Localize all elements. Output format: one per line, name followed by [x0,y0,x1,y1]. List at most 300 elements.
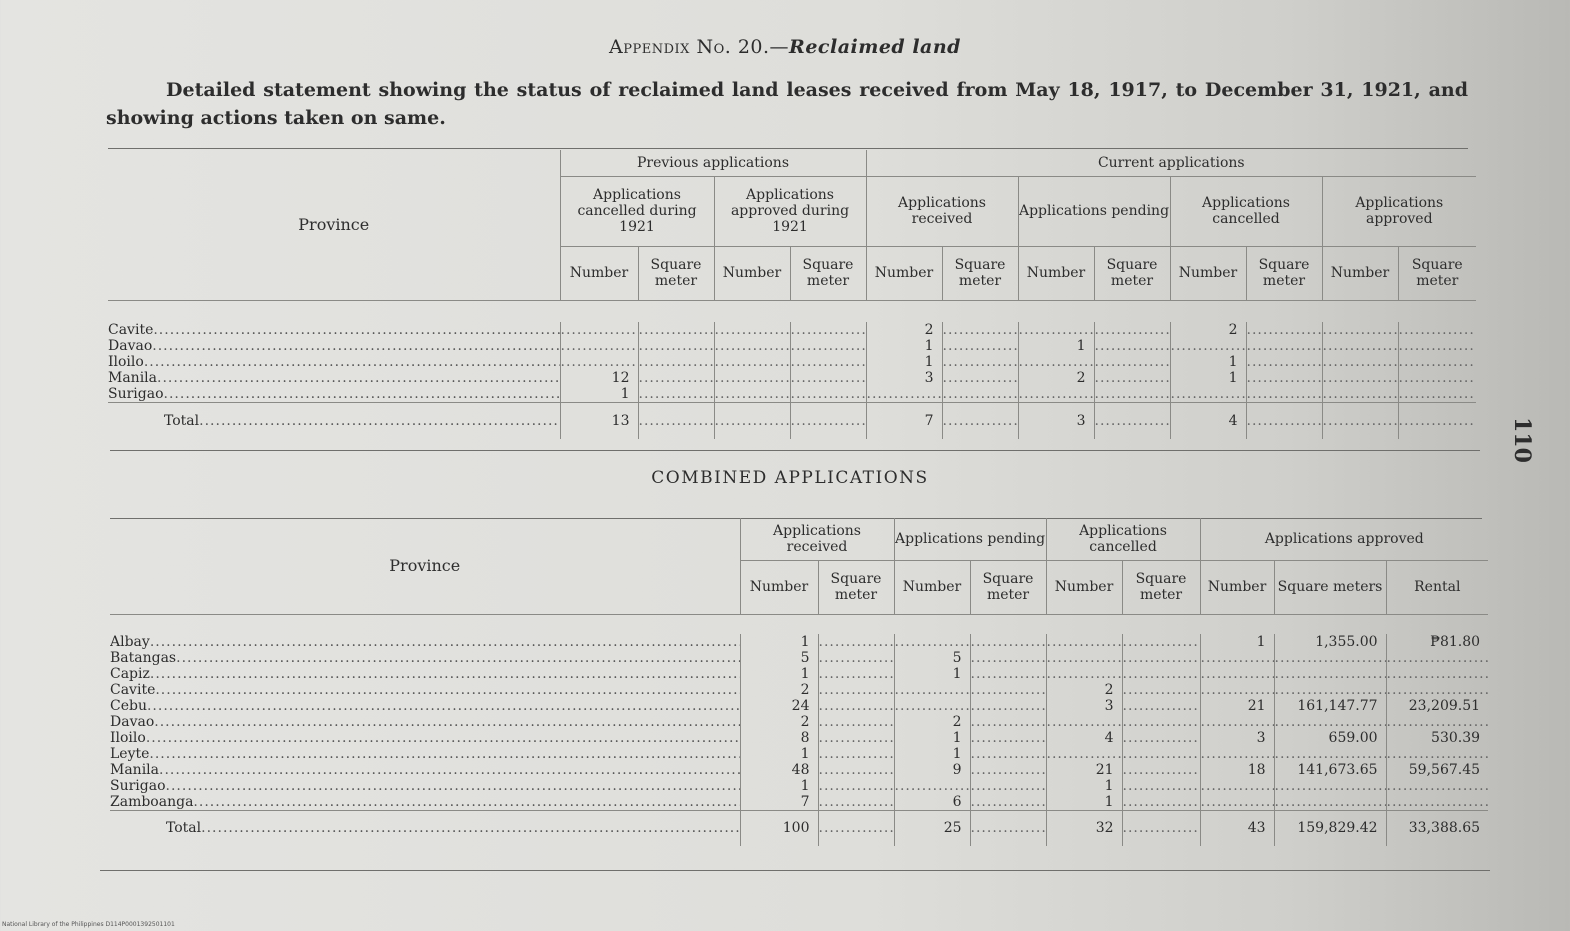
table-cell [1274,634,1386,650]
leader-dots [153,322,560,338]
table-cell [1046,682,1122,698]
table-cell [1200,634,1274,650]
table-cell [1398,322,1476,338]
table-cell [1398,338,1476,354]
table-cell [1386,634,1488,650]
total-cell [1322,403,1398,439]
table2-col-square-meter: Square meter [970,560,1046,614]
leader-dots [149,746,740,762]
row-province-name [108,370,560,386]
table-cell [1200,714,1274,730]
table-cell [1046,666,1122,682]
table-row [110,746,1488,762]
total-cell [1122,811,1200,846]
table-cell [1094,354,1170,370]
table-cell [970,730,1046,746]
total-cell [970,811,1046,846]
table-row [110,666,1488,682]
cell-value: 1 [1076,338,1086,354]
cell-value: 3 [1104,698,1114,714]
total-cell [866,403,942,439]
table-row [110,682,1488,698]
leader-dots [155,682,740,698]
table-cell [1386,650,1488,666]
table-cell [942,338,1018,354]
leader-dots [199,413,560,429]
row-province-name [110,762,740,778]
table-cell [970,778,1046,794]
table-cell [1274,682,1386,698]
table1-sub-header: Applications cancelled during 1921 [560,176,714,246]
table-cell [1322,370,1398,386]
table-cell [1274,730,1386,746]
table-cell [1274,746,1386,762]
table-cell [790,322,866,338]
province-label: Cavite [110,682,156,698]
table-cell [894,698,970,714]
cell-value: 1 [924,338,934,354]
table1-sub-header: Applications cancelled [1170,176,1322,246]
cell-value: 1 [1228,370,1238,386]
intro-paragraph: Detailed statement showing the status of reclaimed land leases received from May 18, 1917, to December 31, 1921, and showing actions taken on same. [106,79,1468,129]
cell-value: 48 [791,762,810,778]
table-combined-applications [110,518,1488,846]
table-cell [866,338,942,354]
table-cell [740,794,818,811]
spacer-row [108,300,1476,322]
table-cell [1094,338,1170,354]
cell-value: 1 [620,386,630,402]
table-cell [740,666,818,682]
table-cell [1046,650,1122,666]
cell-value: 21 [1095,762,1114,778]
leader-dots [164,386,560,402]
cell-value: 2 [952,714,962,730]
total-cell [1274,811,1386,846]
table-cell [894,714,970,730]
table-cell [1170,322,1246,338]
table-cell [1386,794,1488,811]
province-label: Davao [108,338,153,354]
table-cell [1170,338,1246,354]
table-cell [818,714,894,730]
total-label: Total [164,412,200,429]
table-row [110,634,1488,650]
leader-dots [166,778,740,794]
table1-col-square-meter: Square meter [1398,246,1476,300]
spacer-row [110,614,1488,634]
table-cell [638,386,714,403]
total-row [110,811,1488,846]
appendix-title-subject: Reclaimed land [789,36,961,58]
table-cell [1094,386,1170,403]
table-cell [638,370,714,386]
table-cell [970,682,1046,698]
row-province-name [110,634,740,650]
table1-col-square-meter: Square meter [638,246,714,300]
table-cell [1122,634,1200,650]
table1-sub-header: Applications approved [1322,176,1476,246]
table-cell [1122,682,1200,698]
table-cell [894,666,970,682]
table-cell [790,370,866,386]
leader-dots [159,762,740,778]
total-cell [942,403,1018,439]
cell-value: 7 [800,794,810,810]
table-cell [714,370,790,386]
table-row [110,794,1488,811]
table-cell [1386,762,1488,778]
total-cell [740,811,818,846]
total-cell [894,811,970,846]
province-label: Davao [110,714,155,730]
row-province-name [108,322,560,338]
cell-value: 1 [1104,778,1114,794]
total-cell [1200,811,1274,846]
table-cell [970,762,1046,778]
table2-col-number: Number [1200,560,1274,614]
table2-col-square-meters: Square meters [1274,560,1386,614]
table-cell [1322,322,1398,338]
table-cell [790,338,866,354]
table-cell [818,666,894,682]
leader-dots [147,698,740,714]
total-value: 25 [943,820,962,837]
table-cell [1122,762,1200,778]
table-cell [1386,698,1488,714]
spacer-cell [108,300,1476,322]
table-cell [714,338,790,354]
cell-value: 141,673.65 [1297,762,1378,778]
cell-value: 2 [800,682,810,698]
row-province-name [110,682,740,698]
cell-value: 1 [952,730,962,746]
table-cell [1246,354,1322,370]
table-cell [942,370,1018,386]
table-cell [1200,682,1274,698]
cell-value: 12 [611,370,630,386]
table-reclaimed-land-leases [108,150,1476,439]
table-row [110,730,1488,746]
table1-col-square-meter: Square meter [790,246,866,300]
table-cell [1274,762,1386,778]
total-cell [1094,403,1170,439]
table-cell [1322,386,1398,403]
province-label: Cavite [108,322,154,338]
row-province-name [110,794,740,811]
row-province-name [110,650,740,666]
table-cell [1122,650,1200,666]
table-cell [714,354,790,370]
table-cell [1398,370,1476,386]
total-cell [1018,403,1094,439]
table2-col-number: Number [740,560,818,614]
table-cell [740,682,818,698]
table-cell [560,322,638,338]
table-cell [1046,794,1122,811]
table-row [108,386,1476,403]
table-cell [1018,354,1094,370]
table-cell [1018,386,1094,403]
cell-value: 24 [791,698,810,714]
table-cell [818,762,894,778]
total-label-cell [108,403,560,439]
row-province-name [110,666,740,682]
table1-col-number: Number [714,246,790,300]
row-province-name [110,778,740,794]
row-province-name [110,746,740,762]
table-cell [1122,730,1200,746]
table-row [108,354,1476,370]
table-cell [894,762,970,778]
table1-col-square-meter: Square meter [942,246,1018,300]
table-cell [740,762,818,778]
table-cell [942,322,1018,338]
table-cell [866,386,942,403]
table-cell [560,354,638,370]
table2-sub-header: Applications received [740,518,894,560]
table-cell [740,634,818,650]
table-cell [970,634,1046,650]
cell-value: 3 [924,370,934,386]
table-cell [740,714,818,730]
table-cell [894,682,970,698]
table2-sub-header: Applications pending [894,518,1046,560]
table-cell [638,322,714,338]
cell-value: 1 [800,778,810,794]
province-label: Manila [108,370,157,386]
table-cell [1094,370,1170,386]
province-label: Zamboanga [110,794,194,810]
table-cell [1246,386,1322,403]
row-province-name [108,386,560,403]
table-cell [894,794,970,811]
province-label: Surigao [110,778,166,794]
table-cell [1200,730,1274,746]
table-cell [1274,650,1386,666]
table-cell [970,746,1046,762]
table-cell [942,386,1018,403]
cell-value: 5 [800,650,810,666]
table-cell [1200,666,1274,682]
table1-sub-header: Applications received [866,176,1018,246]
total-value: 13 [611,412,630,429]
table-cell [740,698,818,714]
table-cell [818,746,894,762]
cell-value: 1 [800,666,810,682]
table2-col-square-meter: Square meter [818,560,894,614]
table-cell [1386,746,1488,762]
total-value: 7 [924,412,934,429]
table-cell [560,386,638,403]
leader-dots [157,370,560,386]
table-cell [1200,698,1274,714]
cell-value: 1 [1228,354,1238,370]
table-cell [1386,666,1488,682]
table-cell [1386,682,1488,698]
cell-value: 8 [800,730,810,746]
table-cell [1122,778,1200,794]
province-label: Albay [110,634,150,650]
table-cell [970,698,1046,714]
table-cell [1018,338,1094,354]
table-cell [1398,386,1476,403]
table-cell [1322,338,1398,354]
table1-col-number: Number [1322,246,1398,300]
table-cell [790,354,866,370]
table-cell [1046,730,1122,746]
leader-dots [144,354,560,370]
row-province-name [108,338,560,354]
table-cell [818,634,894,650]
appendix-title-prefix: Appendix No. 20.— [609,36,790,58]
table1-col-number: Number [866,246,942,300]
total-cell [1398,403,1476,439]
table-cell [1018,322,1094,338]
table-cell [1274,714,1386,730]
total-value: 159,829.42 [1297,820,1378,837]
total-cell [638,403,714,439]
total-cell [1246,403,1322,439]
table-cell [1046,746,1122,762]
table1-col-square-meter: Square meter [1094,246,1170,300]
top-rule-1 [108,148,1468,149]
total-label: Total [166,820,202,837]
cell-value: 59,567.45 [1408,762,1481,778]
table-cell [1046,778,1122,794]
total-cell [714,403,790,439]
cell-value: 1 [924,354,934,370]
table1-bottom-rule [110,450,1480,451]
total-row [108,403,1476,439]
table1-col-square-meter: Square meter [1246,246,1322,300]
table-cell [894,650,970,666]
cell-value: 659.00 [1328,730,1378,746]
table-cell [1200,746,1274,762]
leader-dots [193,794,740,810]
table-row [110,778,1488,794]
cell-value: 3 [1256,730,1266,746]
table-cell [740,746,818,762]
table-cell [1046,762,1122,778]
cell-value: 1 [1104,794,1114,810]
table-cell [1386,730,1488,746]
table-cell [1246,338,1322,354]
table1-province-header: Province [108,150,560,300]
row-province-name [110,730,740,746]
table-cell [714,386,790,403]
table2-col-number: Number [894,560,970,614]
table-cell [1046,634,1122,650]
spacer-cell [110,614,1488,634]
total-cell [1386,811,1488,846]
cell-value: 2 [1076,370,1086,386]
total-cell [818,811,894,846]
table-cell [1122,698,1200,714]
table-cell [1094,322,1170,338]
table-cell [638,354,714,370]
cell-value: 6 [952,794,962,810]
table1-sub-header: Applications pending [1018,176,1170,246]
table-cell [1322,354,1398,370]
table1-col-number: Number [560,246,638,300]
province-label: Iloilo [110,730,146,746]
table-cell [1122,666,1200,682]
total-value: 3 [1076,412,1086,429]
table-cell [1122,794,1200,811]
table1-current-applications-header: Current applications [866,150,1476,176]
leader-dots [150,634,740,650]
leader-dots [201,820,740,836]
cell-value: 21 [1247,698,1266,714]
table-row [110,762,1488,778]
cell-value: 9 [952,762,962,778]
province-label: Cebu [110,698,147,714]
cell-value: 1 [952,666,962,682]
table2-province-header: Province [110,518,740,614]
table-cell [1170,370,1246,386]
table-cell [894,634,970,650]
table-cell [818,778,894,794]
cell-value: 1 [800,746,810,762]
row-province-name [110,698,740,714]
cell-value: 2 [924,322,934,338]
total-value: 32 [1095,820,1114,837]
province-label: Manila [110,762,159,778]
leader-dots [176,650,740,666]
table-cell [560,370,638,386]
cell-value: 161,147.77 [1297,698,1378,714]
table-cell [790,386,866,403]
cell-value: 530.39 [1431,730,1481,746]
appendix-title [0,36,1570,58]
cell-value: 2 [1228,322,1238,338]
table-cell [1200,794,1274,811]
table-row [110,650,1488,666]
table-cell [970,666,1046,682]
table-cell [1122,714,1200,730]
table-cell [866,354,942,370]
table-cell [740,778,818,794]
table-cell [818,698,894,714]
leader-dots [152,338,560,354]
table2-sub-header: Applications approved [1200,518,1488,560]
cell-value: 2 [800,714,810,730]
row-province-name [110,714,740,730]
table-cell [894,730,970,746]
table-cell [1386,714,1488,730]
total-cell [1046,811,1122,846]
table-cell [638,338,714,354]
table-cell [1274,778,1386,794]
table-cell [714,322,790,338]
table-cell [1246,370,1322,386]
table-cell [1200,762,1274,778]
table-cell [866,370,942,386]
table-cell [970,650,1046,666]
table-cell [1274,666,1386,682]
table2-bottom-rule [100,870,1490,871]
table-cell [894,778,970,794]
leader-dots [154,714,740,730]
table-cell [1398,354,1476,370]
total-cell [1170,403,1246,439]
table-cell [818,650,894,666]
table-cell [1200,650,1274,666]
table1-col-number: Number [1170,246,1246,300]
table-cell [1122,746,1200,762]
page-number: 110 [1509,417,1535,463]
